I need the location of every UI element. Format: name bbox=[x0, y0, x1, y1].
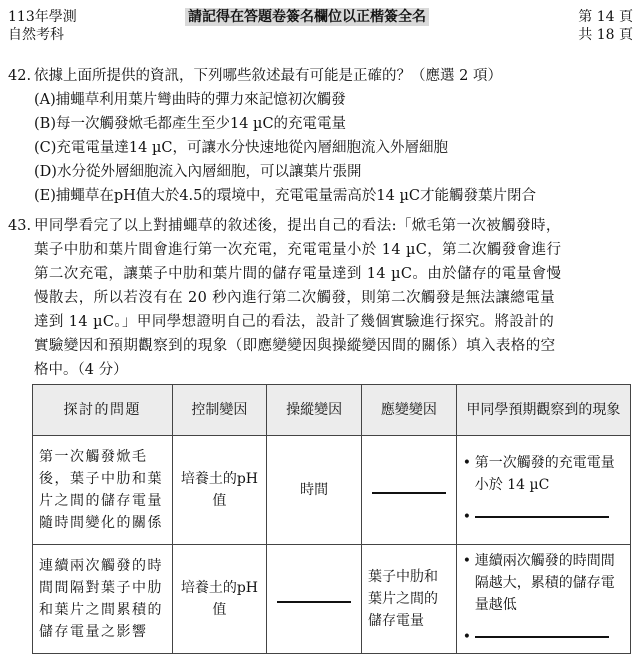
table-row bbox=[33, 436, 631, 545]
answer-blank[interactable] bbox=[277, 591, 351, 603]
question-line: 格中。（4 分） bbox=[34, 362, 128, 378]
question-42 bbox=[8, 64, 633, 208]
row2-manipulated-blank[interactable] bbox=[267, 545, 362, 654]
bullet-item bbox=[463, 452, 624, 506]
option-d: (D)水分從外層細胞流入內層細胞，可以讓葉片張開 bbox=[34, 164, 362, 180]
page-number: 第 14 頁 bbox=[578, 9, 633, 25]
table-header-row bbox=[33, 385, 631, 436]
bullet-item-blank[interactable] bbox=[463, 626, 624, 648]
question-number: 42. bbox=[8, 68, 32, 84]
bullet: • bbox=[462, 509, 472, 525]
option-a: (A)捕蠅草利用葉片彎曲時的彈力來記憶初次觸發 bbox=[34, 92, 346, 108]
header-right bbox=[578, 8, 633, 44]
subject-title: 自然考科 bbox=[8, 27, 64, 43]
exam-title: 113年學測 bbox=[8, 9, 77, 25]
bullet-item bbox=[463, 550, 624, 626]
experiment-table bbox=[32, 384, 631, 654]
table-row bbox=[33, 545, 631, 654]
question-line: 實驗變因和預期觀察到的現象（即應變變因與操縱變因間的關係）填入表格的空 bbox=[34, 338, 556, 354]
question-line: 甲同學看完了以上對捕蠅草的敘述後，提出自己的看法:「焮毛第一次被觸發時， bbox=[34, 218, 561, 234]
answer-blank[interactable] bbox=[475, 626, 609, 638]
header-expected: 甲同學預期觀察到的現象 bbox=[456, 385, 630, 436]
signature-notice: 請記得在答題卷簽名欄位以正楷簽全名 bbox=[185, 8, 429, 26]
row1-control: 培養土的pH 值 bbox=[172, 436, 267, 545]
question-number: 43. bbox=[8, 218, 32, 234]
answer-blank[interactable] bbox=[475, 506, 609, 518]
row2-control: 培養土的pH 值 bbox=[172, 545, 267, 654]
row1-question: 第一次觸發焮毛後，葉子中肋和葉片之間的儲存電量隨時間變化的關係 bbox=[33, 436, 173, 545]
option-c: (C)充電電量達14 µC，可讓水分快速地從內層細胞流入外層細胞 bbox=[34, 140, 448, 156]
bullet: • bbox=[462, 553, 472, 569]
question-line: 葉子中肋和葉片間會進行第一次充電，充電電量小於 14 µC，第二次觸發會進行 bbox=[34, 242, 562, 258]
question-line: 達到 14 µC。」甲同學想證明自己的看法，設計了幾個實驗進行探究。將設計的 bbox=[34, 314, 555, 330]
expected-text: 連續兩次觸發的時間間隔越大，累積的儲存電量越低 bbox=[474, 553, 615, 613]
page-total: 共 18 頁 bbox=[578, 27, 633, 43]
bullet: • bbox=[462, 629, 472, 645]
option-b: (B)每一次觸發焮毛都產生至少14 µC的充電電量 bbox=[34, 116, 347, 132]
row2-responding: 葉子中肋和葉片之間的儲存電量 bbox=[362, 545, 457, 654]
header-responding: 應變變因 bbox=[362, 385, 457, 436]
header-control: 控制變因 bbox=[172, 385, 267, 436]
header-left bbox=[8, 8, 77, 44]
answer-blank[interactable] bbox=[372, 482, 446, 494]
bullet: • bbox=[462, 455, 472, 471]
row2-expected bbox=[456, 545, 630, 654]
question-line: 第二次充電，讓葉子中肋和葉片間的儲存電量達到 14 µC。由於儲存的電量會慢 bbox=[34, 266, 562, 282]
question-43 bbox=[8, 214, 633, 382]
question-line: 慢散去，所以若沒有在 20 秒內進行第二次觸發，則第二次觸發是無法讓總電量 bbox=[34, 290, 555, 306]
header-question: 探討的問題 bbox=[33, 385, 173, 436]
option-e: (E)捕蠅草在pH值大於4.5的環境中，充電電量需高於14 µC才能觸發葉片閉合 bbox=[34, 188, 536, 204]
row1-manipulated: 時間 bbox=[267, 436, 362, 545]
row1-responding-blank[interactable] bbox=[362, 436, 457, 545]
question-stem: 依據上面所提供的資訊，下列哪些敘述最有可能是正確的？（應選 2 項） bbox=[34, 68, 502, 84]
bullet-item-blank[interactable] bbox=[463, 506, 624, 528]
expected-text: 第一次觸發的充電電量小於 14 µC bbox=[474, 455, 615, 493]
header-manipulated: 操縱變因 bbox=[267, 385, 362, 436]
row1-expected bbox=[456, 436, 630, 545]
row2-question: 連續兩次觸發的時間間隔對葉子中肋和葉片之間累積的儲存電量之影響 bbox=[33, 545, 173, 654]
